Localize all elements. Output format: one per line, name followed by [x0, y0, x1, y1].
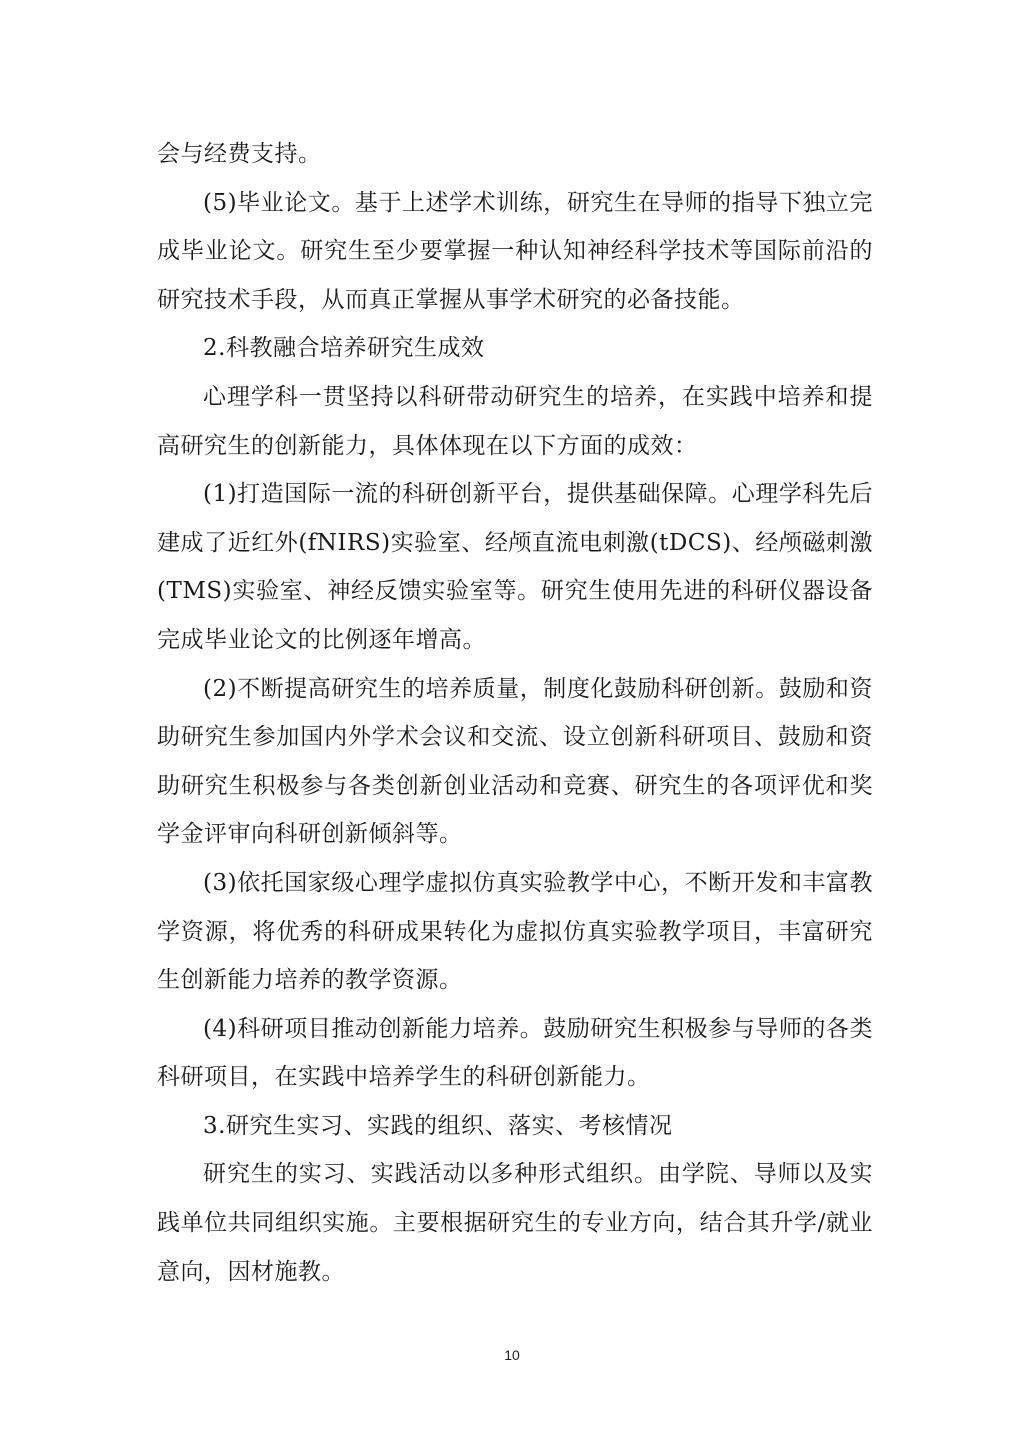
- paragraph-item-2: (2)不断提高研究生的培养质量，制度化鼓励科研创新。鼓励和资助研究生参加国内外学术会议和交流、设立创新科研项目、鼓励和资助研究生积极参与各类创新创业活动和竞赛、研究生的各项评优和奖学金评审向科研创新倾斜等。: [157, 675, 873, 848]
- paragraph-graduation-thesis: (5)毕业论文。基于上述学术训练，研究生在导师的指导下独立完成毕业论文。研究生至少要掌握一种认知神经科学技术等国际前沿的研究技术手段，从而真正掌握从事学术研究的必备技能。: [157, 189, 873, 313]
- section-heading-2: 2.科教融合培养研究生成效: [203, 335, 485, 362]
- paragraph-continuation: 会与经费支持。: [157, 141, 322, 167]
- paragraph-internship: 研究生的实习、实践活动以多种形式组织。由学院、导师以及实践单位共同组织实施。主要根据研究生的专业方向，结合其升学/就业意向，因材施教。: [157, 1161, 873, 1285]
- paragraph-item-4: (4)科研项目推动创新能力培养。鼓励研究生积极参与导师的各类科研项目，在实践中培养学生的科研创新能力。: [157, 1015, 873, 1091]
- page-number: 10: [504, 1347, 520, 1363]
- paragraph-intro: 心理学科一贯坚持以科研带动研究生的培养，在实践中培养和提高研究生的创新能力，具体体现在以下方面的成效：: [157, 383, 873, 459]
- section-heading-3: 3.研究生实习、实践的组织、落实、考核情况: [203, 1112, 673, 1139]
- paragraph-item-3: (3)依托国家级心理学虚拟仿真实验教学中心，不断开发和丰富教学资源，将优秀的科研成果转化为虚拟仿真实验教学项目，丰富研究生创新能力培养的教学资源。: [157, 869, 873, 994]
- page-body: [157, 130, 873, 1296]
- paragraph-item-1: (1)打造国际一流的科研创新平台，提供基础保障。心理学科先后建成了近红外(fNIRS)实验室、经颅直流电刺激(tDCS)、经颅磁刺激(TMS)实验室、神经反馈实验室等。研究生使用先进的科研仪器设备完成毕业论文的比例逐年增高。: [157, 481, 873, 653]
